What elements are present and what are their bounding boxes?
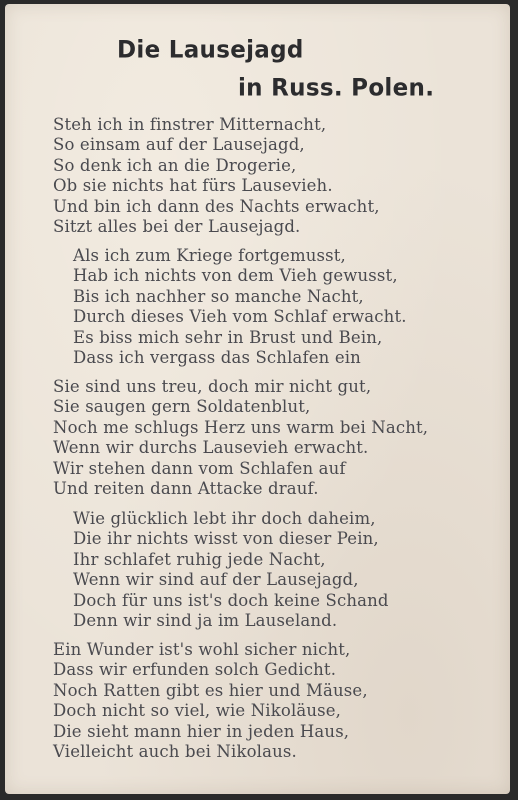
verse-line: Die ihr nichts wisst von dieser Pein, — [73, 529, 379, 549]
verse-line: Als ich zum Kriege fortgemusst, — [73, 246, 346, 265]
verse-line: Ihr schlafet ruhig jede Nacht, — [73, 549, 326, 569]
poem-title-line-2: in Russ. Polen. — [238, 74, 435, 102]
verse-line: Doch nicht so viel, wie Nikoläuse, — [53, 701, 342, 721]
stanza-4 — [73, 509, 389, 631]
verse-line: So denk ich an die Drogerie, — [53, 155, 297, 175]
verse-line: Es biss mich sehr in Brust und Bein, — [73, 327, 383, 347]
verse-line: Noch me schlugs Herz uns warm bei Nacht, — [53, 417, 429, 437]
verse-line: Die sieht mann hier in jeden Haus, — [53, 721, 350, 741]
verse-line: Wie glücklich lebt ihr doch daheim, — [73, 509, 376, 528]
verse-line: Und reiten dann Attacke drauf. — [53, 479, 319, 499]
stanza-2 — [73, 246, 407, 368]
poem-title-line-1: Die Lausejagd — [117, 36, 304, 64]
verse-line: Denn wir sind ja im Lauseland. — [73, 611, 338, 631]
verse-line: Vielleicht auch bei Nikolaus. — [53, 742, 297, 762]
verse-line: Ein Wunder ist's wohl sicher nicht, — [53, 640, 351, 659]
verse-line: Sie saugen gern Soldatenblut, — [53, 397, 311, 417]
verse-line: So einsam auf der Lausejagd, — [53, 135, 305, 155]
verse-line: Wenn wir sind auf der Lausejagd, — [73, 570, 359, 590]
verse-line: Wir stehen dann vom Schlafen auf — [53, 458, 346, 478]
verse-line: Noch Ratten gibt es hier und Mäuse, — [53, 680, 368, 700]
verse-line: Dass wir erfunden solch Gedicht. — [53, 660, 337, 680]
verse-line: Bis ich nachher so manche Nacht, — [73, 286, 364, 306]
verse-line: Dass ich vergass das Schlafen ein — [73, 348, 361, 368]
verse-line: Und bin ich dann des Nachts erwacht, — [53, 196, 380, 216]
stanza-3 — [53, 377, 428, 499]
verse-line: Wenn wir durchs Lausevieh erwacht. — [53, 438, 369, 458]
verse-line: Durch dieses Vieh vom Schlaf erwacht. — [73, 307, 407, 327]
verse-line: Sitzt alles bei der Lausejagd. — [53, 217, 301, 237]
verse-line: Ob sie nichts hat fürs Lausevieh. — [53, 176, 333, 196]
stanza-5 — [53, 640, 368, 762]
verse-line: Doch für uns ist's doch keine Schand — [73, 590, 389, 610]
verse-line: Sie sind uns treu, doch mir nicht gut, — [53, 377, 372, 396]
verse-line: Steh ich in finstrer Mitternacht, — [53, 115, 327, 134]
verse-line: Hab ich nichts von dem Vieh gewusst, — [73, 266, 398, 286]
postcard — [5, 4, 510, 794]
stanza-1 — [53, 115, 380, 237]
